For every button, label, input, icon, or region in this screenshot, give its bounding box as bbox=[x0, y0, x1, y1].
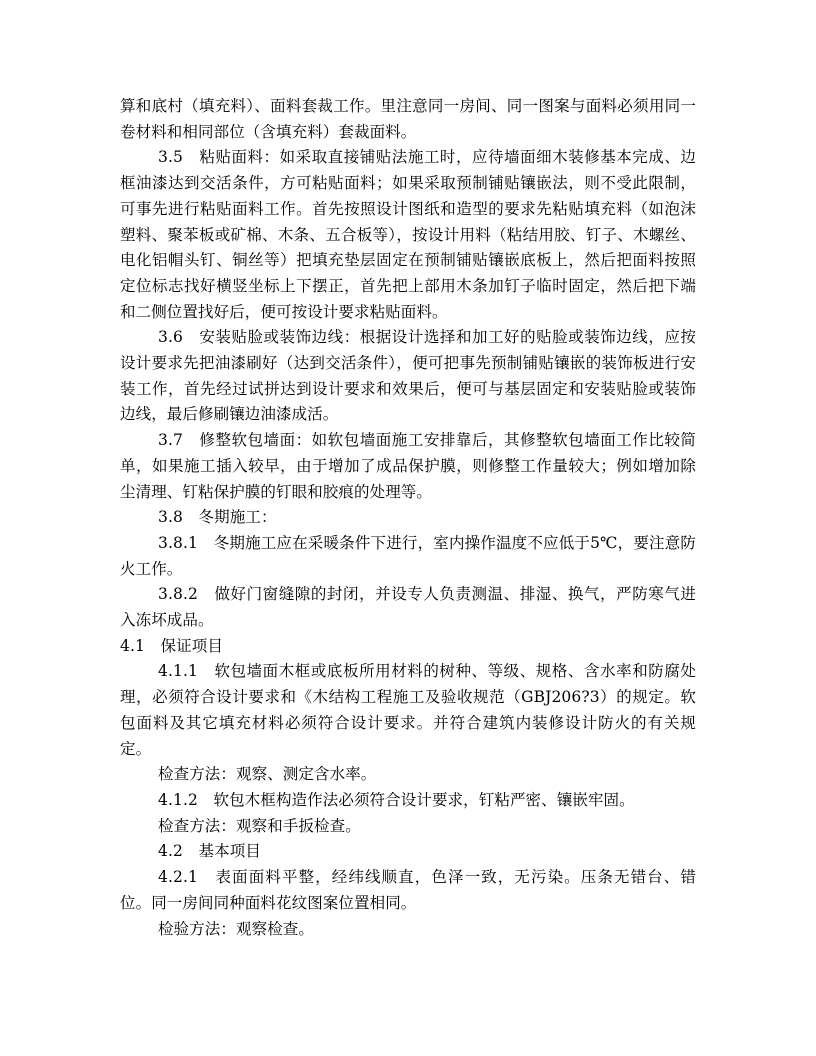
paragraph-inspection-method-2: 检查方法：观察和手扳检查。 bbox=[158, 816, 361, 835]
heading-4-2-basic-items: 4.2 基本项目 bbox=[158, 842, 261, 861]
paragraph-3-8-2: 3.8.2 做好门窗缝隙的封闭，并设专人负责测温、排湿、换气，严防寒气进入冻坏成品。 bbox=[120, 585, 696, 630]
paragraph-material-cutting: 算和底村（填充料）、面料套裁工作。里注意同一房间、同一图案与面料必须用同一卷材料和相同部位（含填充料）套裁面料。 bbox=[120, 97, 696, 141]
document-page bbox=[120, 94, 696, 942]
paragraph-3-7-wall-finishing: 3.7 修整软包墙面：如软包墙面施工安排靠后，其修整软包墙面工作比较简单，如果施工插入较早，由于增加了成品保护膜，则修整工作量较大；例如增加除尘清理、钉粘保护膜的钉眼和胶痕的处理等。 bbox=[120, 431, 696, 501]
paragraph-inspection-method-3: 检验方法：观察检查。 bbox=[158, 919, 315, 938]
paragraph-3-6-trim-installation: 3.6 安装贴脸或装饰边线：根据设计选择和加工好的贴脸或装饰边线，应按设计要求先把油漆刷好（达到交活条件），便可把事先预制铺贴镶嵌的装饰板进行安装工作，首先经过试拼达到设计要求和效果后，便可与基层固定和安装贴脸或装饰边线，最后修刷镶边油漆成活。 bbox=[120, 328, 696, 424]
paragraph-3-8-winter-construction: 3.8 冬期施工： bbox=[158, 508, 277, 527]
paragraph-4-2-1: 4.2.1 表面面料平整，经纬线顺直，色泽一致，无污染。压条无错台、错位。同一房间同种面料花纹图案位置相同。 bbox=[120, 868, 696, 912]
paragraph-3-5-fabric-pasting: 3.5 粘贴面料：如采取直接铺贴法施工时，应待墙面细木装修基本完成、边框油漆达到交活条件，方可粘贴面料；如果采取预制铺贴镶嵌法，则不受此限制，可事先进行粘贴面料工作。首先按照设计图纸和造型的要求先粘贴填充料（如泡沫塑料、聚苯板或矿棉、木条、五合板等），按设计用料（粘结用胶、钉子、木螺丝、电化铝帽头钉、铜丝等）把填充垫层固定在预制铺贴镶嵌底板上，然后把面料按照定位标志找好横竖坐标上下摆正，首先把上部用木条加钉子临时固定，然后把下端和二侧位置找好后，便可按设计要求粘贴面料。 bbox=[120, 148, 696, 321]
paragraph-inspection-method-1: 检查方法：观察、测定含水率。 bbox=[158, 765, 377, 784]
paragraph-4-1-2: 4.1.2 软包木框构造作法必须符合设计要求，钉粘严密、镶嵌牢固。 bbox=[158, 790, 635, 809]
heading-4-1-guarantee-items: 4.1 保证项目 bbox=[120, 636, 223, 655]
paragraph-3-8-1: 3.8.1 冬期施工应在采暖条件下进行，室内操作温度不应低于5℃，要注意防火工作。 bbox=[120, 533, 696, 578]
paragraph-4-1-1: 4.1.1 软包墙面木框或底板所用材料的树种、等级、规格、含水率和防腐处理，必须符合设计要求和《木结构工程施工及验收规范（GBJ206?3）的规定。软包面料及其它填充材料必须符合设计要求。并符合建筑内装修设计防火的有关规定。 bbox=[120, 662, 696, 758]
